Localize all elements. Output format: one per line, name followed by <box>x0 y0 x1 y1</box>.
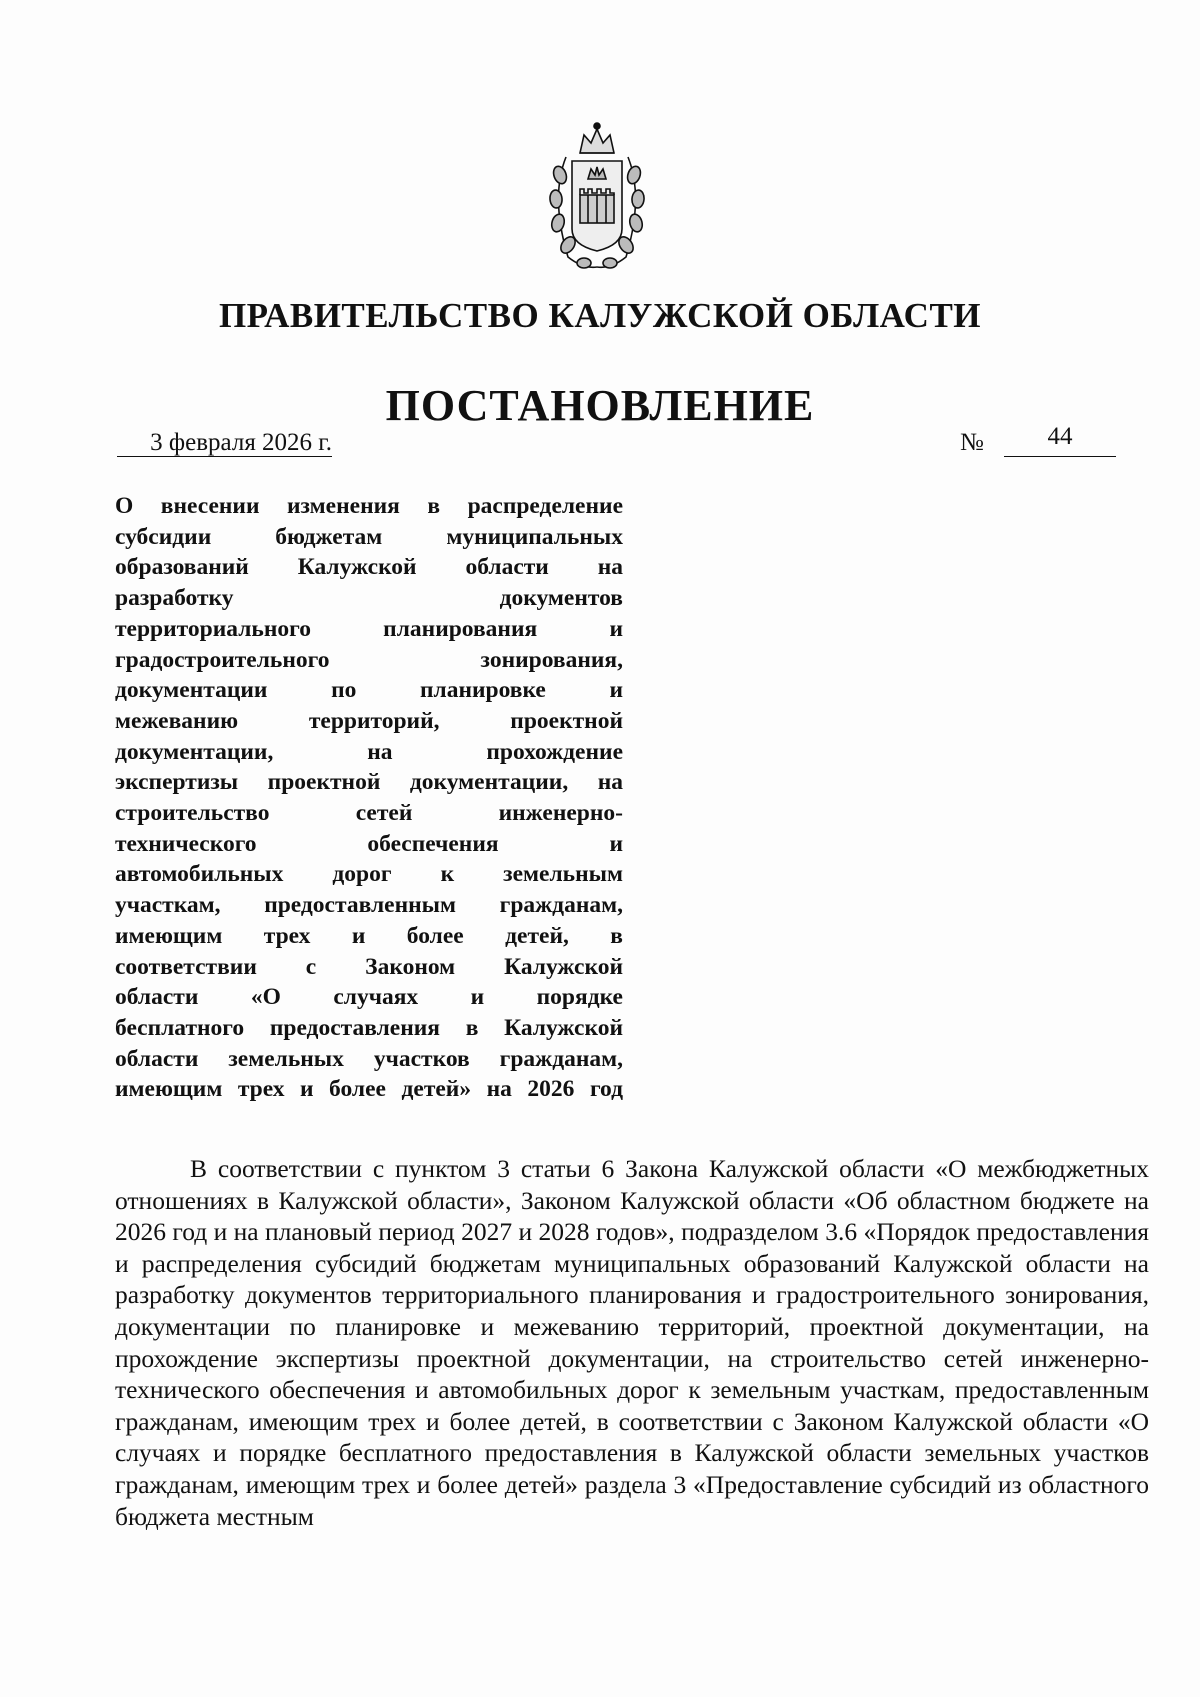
document-type-title: ПОСТАНОВЛЕНИЕ <box>385 381 815 430</box>
subject-line: О внесении изменения в распределение <box>115 493 623 519</box>
subject-line: документации, на прохождение <box>115 738 623 765</box>
subject-line: участкам, предоставленным гражданам, <box>115 892 623 919</box>
subject-line: образований Калужской области на <box>115 554 623 581</box>
document-date: 3 февраля 2026 г. <box>117 428 332 457</box>
subject-line: разработку документов <box>115 585 623 612</box>
subject-line: области «О случаях и порядке <box>115 984 623 1011</box>
subject-line: документации по планировке и <box>115 677 623 704</box>
subject-line: строительство сетей инженерно- <box>115 800 623 827</box>
subject-line: экспертизы проектной документации, на <box>115 769 623 796</box>
government-title: ПРАВИТЕЛЬСТВО КАЛУЖСКОЙ ОБЛАСТИ <box>218 296 982 335</box>
subject-line: градостроительного зонирования, <box>115 646 623 673</box>
subject-line: субсидии бюджетам муниципальных <box>115 523 623 550</box>
subject-line: технического обеспечения и <box>115 830 623 857</box>
subject-line: бесплатного предоставления в Калужской <box>115 1014 623 1041</box>
subject-line: территориального планирования и <box>115 615 623 642</box>
number-underline <box>1004 423 1116 457</box>
subject-line: межеванию территорий, проектной <box>115 707 623 734</box>
body-paragraph: В соответствии с пунктом 3 статьи 6 Закона Калужской области «О межбюджетных отношениях в Калужской области», Законом Калужской области «Об областном бюджете на 2026 год и на плановый период 2027 и 2028 годов», подразделом 3.6 «Порядок предоставления и распределения субсидий бюджетам муниципальных образований Калужской области на разработку документов территориального планирования и градостроительного зонирования, документации по планировке и межеванию территорий, проектной документации, на прохождение экспертизы проектной документации, на строительство сетей инженерно-технического обеспечения и автомобильных дорог к земельным участкам, предоставленным гражданам, имеющим трех и более детей, в соответствии с Законом Калужской области «О случаях и порядке бесплатного предоставления в Калужской области земельных участков гражданам, имеющим трех и более детей» раздела 3 «Предоставление субсидий из областного бюджета местным <box>115 1154 1149 1531</box>
subject-line: имеющим трех и более детей, в <box>115 922 623 949</box>
subject-line: автомобильных дорог к земельным <box>115 861 623 888</box>
document-number-field <box>960 423 1120 456</box>
document-number: 44 <box>1047 423 1073 450</box>
number-sign: № <box>960 429 984 456</box>
coat-of-arms-emblem <box>538 117 656 277</box>
subject-line: имеющим трех и более детей» на 2026 год <box>115 1076 623 1103</box>
document-subject <box>115 491 623 1105</box>
subject-line: области земельных участков гражданам, <box>115 1045 623 1072</box>
subject-line: соответствии с Законом Калужской <box>115 953 623 980</box>
